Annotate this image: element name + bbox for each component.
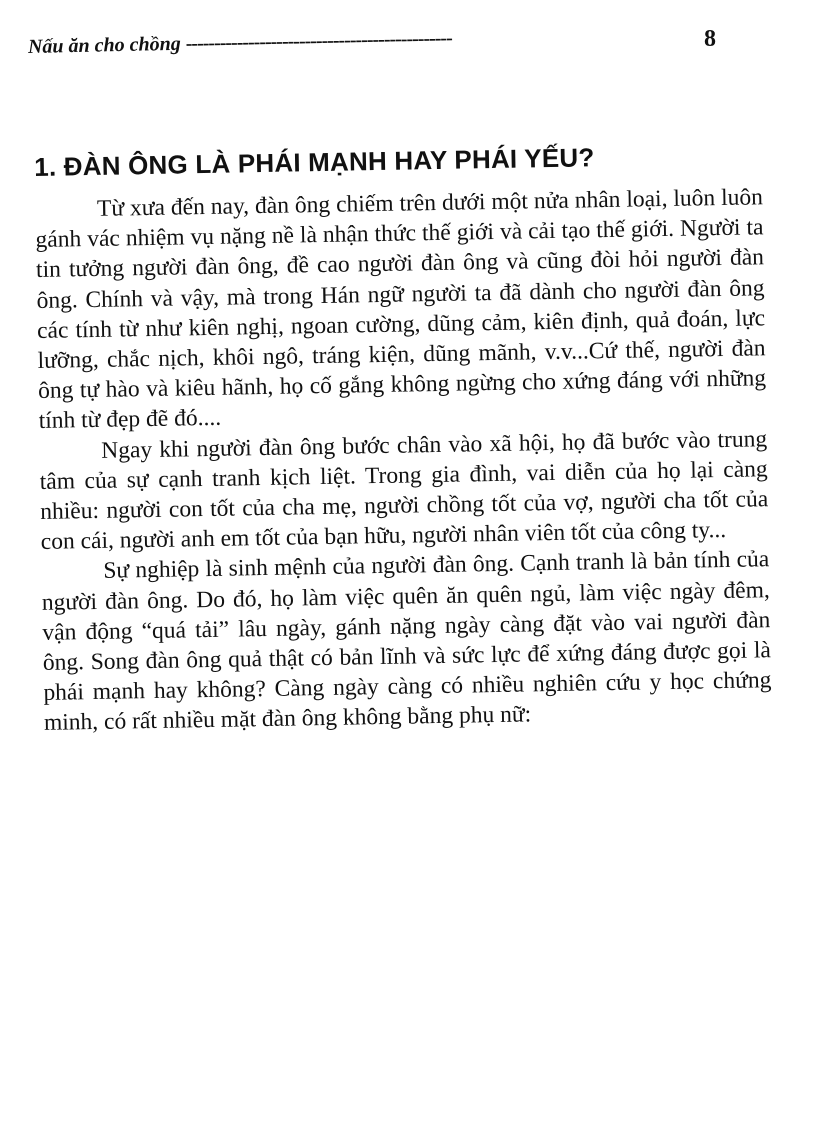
paragraph: Ngay khi người đàn ông bước chân vào xã hội, họ đã bước vào trung tâm của sự cạnh tranh kịch liệt. Trong gia đình, vai diễn của họ lại càng nhiều: người con tốt của cha mẹ, người chồng tốt của vợ, người cha tốt của con cái, người anh em tốt của bạn hữu, người nhân viên tốt của công ty... (39, 425, 769, 556)
page-content (34, 139, 772, 738)
section-title: 1. ĐÀN ÔNG LÀ PHÁI MẠNH HAY PHÁI YẾU? (34, 142, 595, 182)
running-header (28, 23, 648, 59)
header-rule: ----------------------------------------------- (185, 27, 452, 55)
page-number: 8 (704, 26, 716, 52)
book-title: Nấu ăn cho chồng (27, 32, 181, 58)
paragraph: Sự nghiệp là sinh mệnh của người đàn ông. Cạnh tranh là bản tính của người đàn ông. Do đó, họ làm việc quên ăn quên ngủ, làm việc ngày đêm, vận động “quá tải” lâu ngày, gánh nặng ngày càng đặt vào vai người đàn ông. Song đàn ông quả thật có bản lĩnh và sức lực để xứng đáng được gọi là phái mạnh hay không? Càng ngày càng có nhiều nghiên cứu y học chứng minh, có rất nhiều mặt đàn ông không bằng phụ nữ: (41, 546, 772, 737)
paragraph: Từ xưa đến nay, đàn ông chiếm trên dưới một nửa nhân loại, luôn luôn gánh vác nhiệm vụ nặng nề là nhận thức thế giới và cải tạo thế giới. Người ta tin tưởng người đàn ông, đề cao người đàn ông và cũng đòi hỏi người đàn ông. Chính và vậy, mà trong Hán ngữ người ta đã dành cho người đàn ông các tính từ như kiên nghị, ngoan cường, dũng cảm, kiên định, quả đoán, lực lưỡng, chắc nịch, khôi ngô, tráng kiện, dũng mãnh, v.v...Cứ thế, người đàn ông tự hào và kiêu hãnh, họ cố gắng không ngừng cho xứng đáng với những tính từ đẹp đẽ đó.... (35, 184, 767, 435)
body-text (35, 182, 772, 738)
